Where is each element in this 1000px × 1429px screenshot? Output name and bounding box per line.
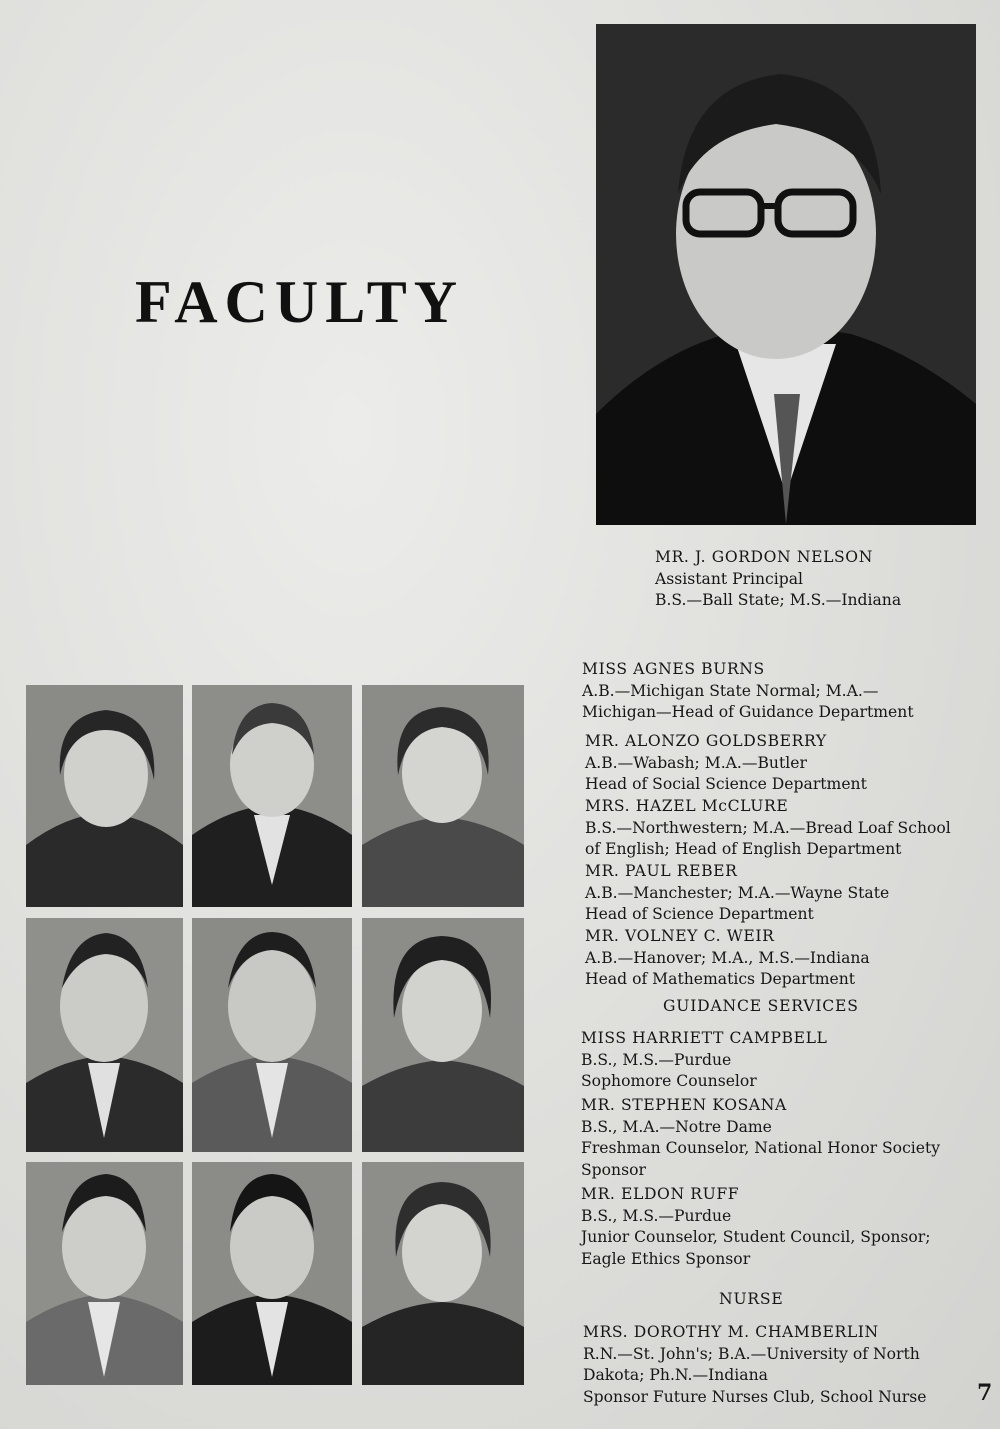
faculty-detail: Head of Social Science Department	[585, 775, 867, 793]
faculty-name: MRS. HAZEL McCLURE	[585, 797, 789, 815]
faculty-detail: Head of Mathematics Department	[585, 970, 856, 988]
nurse-entry-chamberlin	[583, 1322, 926, 1408]
faculty-entry-goldsberry	[585, 731, 867, 796]
nurse-detail: Sponsor Future Nurses Club, School Nurse	[583, 1387, 927, 1406]
featured-title: Assistant Principal	[655, 569, 804, 588]
guidance-detail: Freshman Counselor, National Honor Society	[581, 1139, 941, 1157]
portrait-photo	[362, 918, 524, 1152]
nurse-name: MRS. DOROTHY M. CHAMBERLIN	[583, 1323, 879, 1341]
portrait-photo	[192, 685, 352, 907]
faculty-name: MR. PAUL REBER	[585, 862, 738, 880]
featured-caption	[655, 547, 901, 612]
faculty-detail: A.B.—Hanover; M.A., M.S.—Indiana	[585, 948, 870, 967]
featured-degrees: B.S.—Ball State; M.S.—Indiana	[655, 591, 902, 609]
guidance-detail: Sponsor	[581, 1160, 646, 1179]
nurse-detail: Dakota; Ph.N.—Indiana	[583, 1366, 768, 1384]
portrait-photo	[26, 1162, 183, 1385]
portrait-photo-nelson	[596, 24, 976, 525]
faculty-detail: of English; Head of English Department	[585, 840, 902, 858]
faculty-entry-weir	[585, 926, 870, 991]
guidance-detail: B.S., M.S.—Purdue	[581, 1050, 732, 1069]
guidance-entry-campbell	[581, 1028, 828, 1093]
faculty-name: MR. VOLNEY C. WEIR	[585, 927, 775, 945]
portrait-photo	[192, 1162, 352, 1385]
faculty-name: MISS AGNES BURNS	[582, 660, 765, 678]
portrait-photo	[26, 685, 183, 907]
guidance-entry-ruff	[581, 1184, 930, 1270]
faculty-entry-burns	[582, 659, 914, 724]
guidance-detail: B.S., M.S.—Purdue	[581, 1206, 732, 1225]
guidance-detail: B.S., M.A.—Notre Dame	[581, 1117, 772, 1136]
guidance-heading: GUIDANCE SERVICES	[663, 997, 859, 1015]
faculty-name: MR. ALONZO GOLDSBERRY	[585, 732, 827, 750]
portrait-photo	[362, 1162, 524, 1385]
portrait-photo	[192, 918, 352, 1152]
portrait-photo	[26, 918, 183, 1152]
guidance-detail: Eagle Ethics Sponsor	[581, 1249, 751, 1268]
faculty-detail: B.S.—Northwestern; M.A.—Bread Loaf School	[585, 818, 951, 837]
guidance-entry-kosana	[581, 1095, 940, 1181]
page-title: FACULTY	[135, 269, 465, 335]
guidance-detail: Sophomore Counselor	[581, 1072, 757, 1090]
guidance-name: MR. STEPHEN KOSANA	[581, 1096, 787, 1114]
portrait-photo	[362, 685, 524, 907]
faculty-detail: Head of Science Department	[585, 905, 814, 923]
guidance-detail: Junior Counselor, Student Council, Sponsor;	[581, 1228, 931, 1246]
faculty-entry-reber	[585, 861, 889, 926]
faculty-detail: A.B.—Wabash; M.A.—Butler	[585, 753, 807, 772]
guidance-name: MR. ELDON RUFF	[581, 1185, 740, 1203]
guidance-name: MISS HARRIETT CAMPBELL	[581, 1029, 828, 1047]
featured-name: MR. J. GORDON NELSON	[655, 548, 873, 566]
faculty-detail: Michigan—Head of Guidance Department	[582, 703, 914, 721]
faculty-detail: A.B.—Michigan State Normal; M.A.—	[582, 681, 879, 700]
nurse-heading: NURSE	[719, 1290, 784, 1308]
nurse-detail: R.N.—St. John's; B.A.—University of North	[583, 1344, 920, 1363]
faculty-detail: A.B.—Manchester; M.A.—Wayne State	[585, 883, 890, 902]
page-number: 7	[977, 1380, 993, 1406]
faculty-entry-mcclure	[585, 796, 951, 861]
